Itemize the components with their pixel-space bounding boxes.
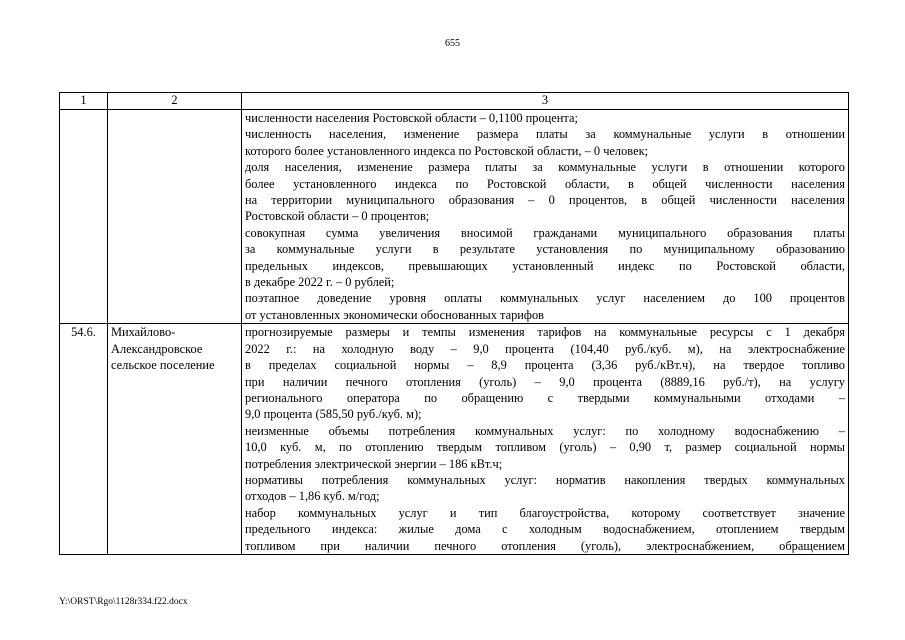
description-line: численность населения, изменение размера платы за коммунальные услуги в отношении	[245, 127, 845, 142]
description-line: прогнозируемые размеры и темпы изменения тарифов на коммунальные ресурсы с 1 декабря	[245, 325, 845, 340]
description-cell	[242, 110, 849, 324]
description-line: при наличии печного отопления (уголь) – 9,0 процента (8889,16 руб./т), на услугу	[245, 374, 845, 389]
column-header-3: 3	[242, 93, 849, 110]
description-line: 10,0 куб. м, по отоплению твердым топливом (уголь) – 0,90 т, размер социальной нормы	[245, 440, 845, 455]
description-line: в декабре 2022 г. – 0 рублей;	[245, 275, 395, 290]
page-number: 655	[445, 38, 460, 49]
description-line: более установленного индекса по Ростовской области, в общей численности населения	[245, 176, 845, 191]
municipality-name-cell	[108, 324, 242, 555]
description-line: поэтапное доведение уровня оплаты коммунальных услуг населением до 100 процентов	[245, 291, 845, 306]
description-line: Ростовской области – 0 процентов;	[245, 209, 430, 224]
description-line: потребления электрической энергии – 186 кВт.ч;	[245, 456, 503, 471]
municipality-name-line: Михайлово-	[111, 325, 176, 340]
description-line: 9,0 процента (585,50 руб./куб. м);	[245, 407, 422, 422]
description-line: предельного индекса: жилые дома с холодным водоснабжением, отоплением твердым	[245, 522, 845, 537]
file-path-footer: Y:\ORST\Rgo\1128r334.f22.docx	[59, 597, 188, 607]
description-line: отходов – 1,86 куб. м/год;	[245, 489, 380, 504]
description-line: в пределах социальной нормы – 8,9 процента (3,36 руб./кВт.ч), на твердое топливо	[245, 358, 845, 373]
description-line: от установленных экономически обоснованных тарифов	[245, 307, 544, 322]
municipality-name-line: Александровское	[111, 341, 203, 356]
description-line: за коммунальные услуги в результате установления по муниципальному образованию	[245, 242, 845, 257]
description-line: регионального оператора по обращению с твердыми коммунальными отходами –	[245, 390, 845, 405]
row-number-cell: 54.6.	[60, 324, 108, 555]
description-line: топливом при наличии печного отопления (уголь), электроснабжением, обращением	[245, 538, 845, 553]
description-line: неизменные объемы потребления коммунальных услуг: по холодному водоснабжению –	[245, 423, 845, 438]
column-header-1: 1	[60, 93, 108, 110]
description-line: набор коммунальных услуг и тип благоустройства, которому соответствует значение	[245, 505, 845, 520]
header-row	[60, 93, 849, 110]
description-line: доля населения, изменение размера платы за коммунальные услуги в отношении которого	[245, 160, 845, 175]
table-row	[60, 324, 849, 555]
municipality-name-line: сельское поселение	[111, 358, 215, 373]
description-line: предельных индексов, превышающих установленный индекс по Ростовской области,	[245, 258, 845, 273]
tariff-table	[59, 92, 849, 555]
description-line: совокупная сумма увеличения вносимой гражданами муниципального образования платы	[245, 225, 845, 240]
description-line: 2022 г.: на холодную воду – 9,0 процента (104,40 руб./куб. м), на электроснабжение	[245, 341, 845, 356]
description-line: которого более установленного индекса по Ростовской области, – 0 человек;	[245, 143, 649, 158]
column-header-2: 2	[108, 93, 242, 110]
description-line: на территории муниципального образования – 0 процентов, в общей численности населения	[245, 193, 845, 208]
municipality-name-cell	[108, 110, 242, 324]
description-line: численности населения Ростовской области – 0,1100 процента;	[245, 111, 578, 125]
description-cell	[242, 324, 849, 555]
table-row	[60, 110, 849, 324]
row-number-cell	[60, 110, 108, 324]
description-line: нормативы потребления коммунальных услуг: норматив накопления твердых коммунальных	[245, 472, 845, 487]
